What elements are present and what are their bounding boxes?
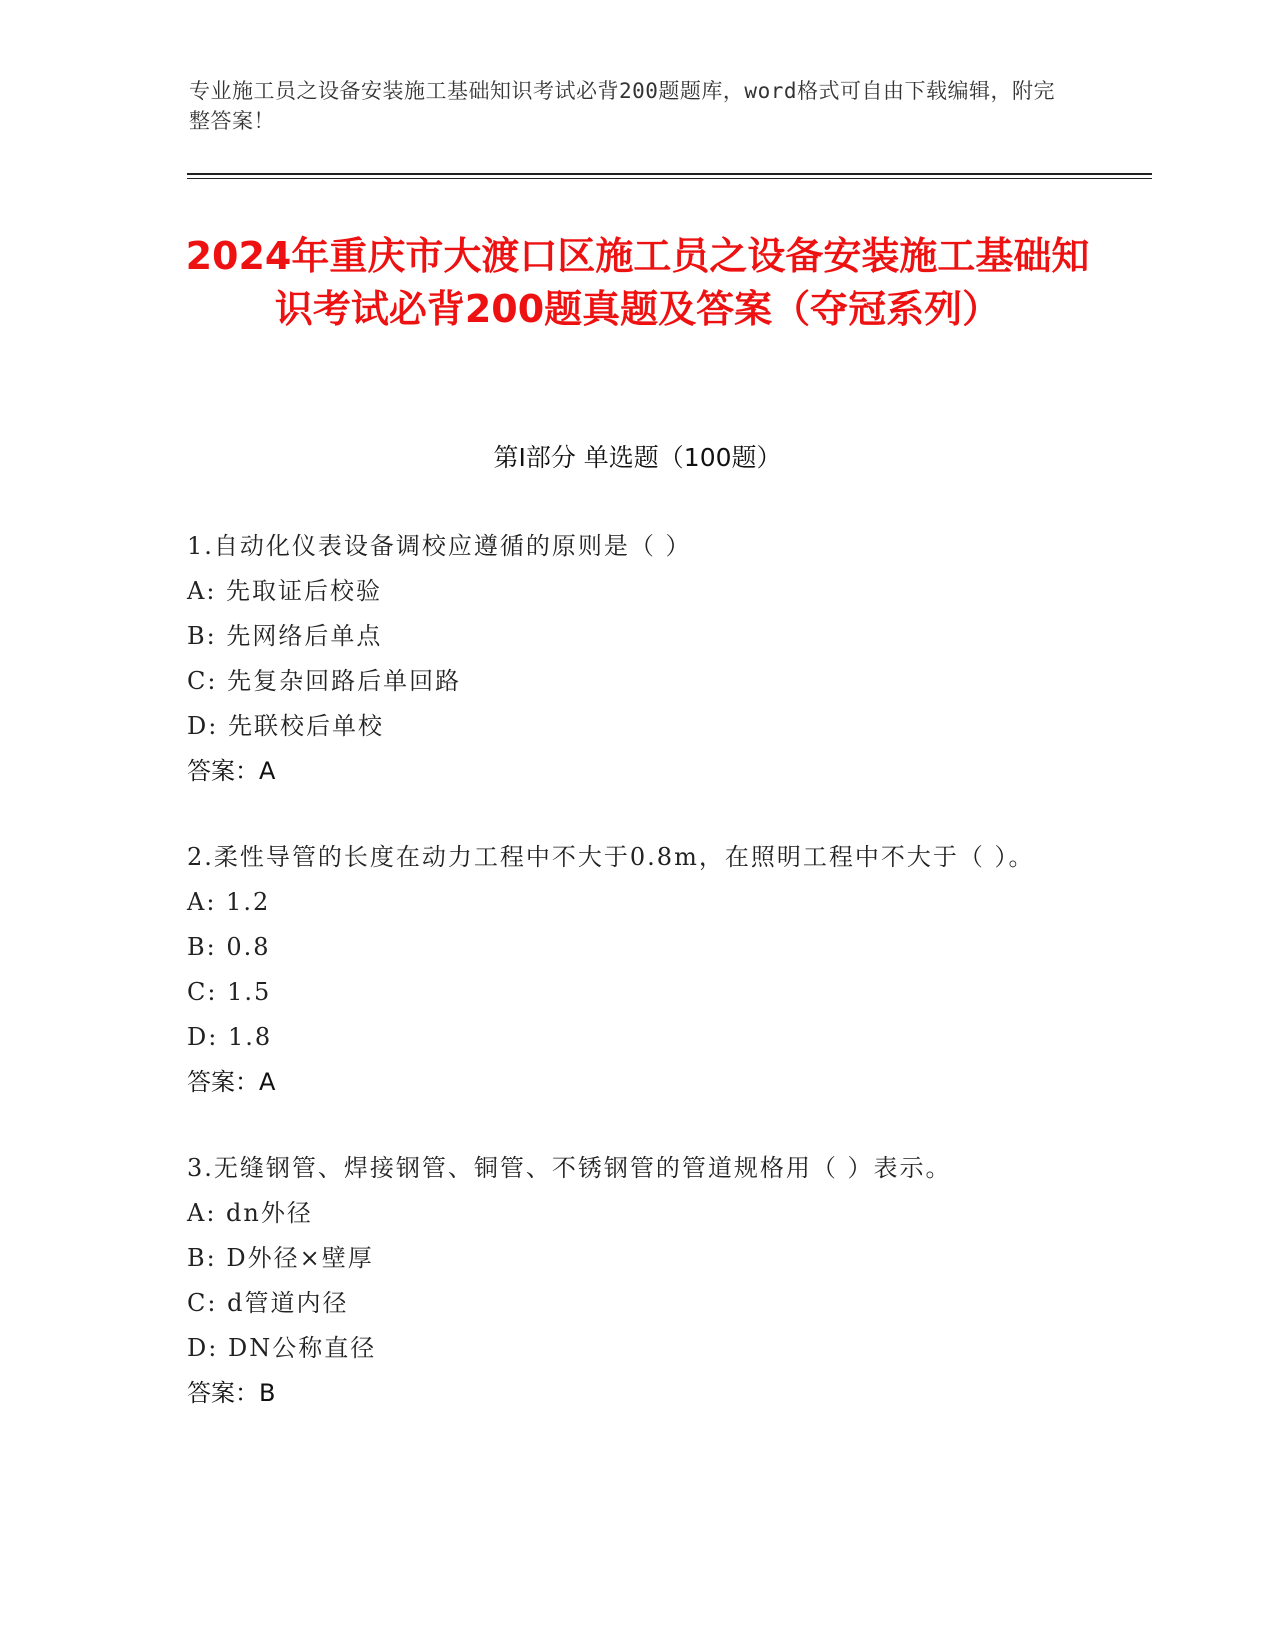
option-d: D: 1.8 — [187, 1023, 273, 1051]
option-c: C: 1.5 — [187, 978, 272, 1006]
question-stem: 2.柔性导管的长度在动力工程中不大于0.8m，在照明工程中不大于（ ）。 — [187, 843, 1035, 871]
option-d: D: 先联校后单校 — [187, 712, 384, 740]
section-heading: 第I部分 单选题（100题） — [493, 443, 782, 472]
option-a: A: 1.2 — [187, 888, 271, 916]
option-a: A: dn外径 — [187, 1199, 313, 1227]
question-2 — [187, 835, 1107, 1105]
header-note: 专业施工员之设备安装施工基础知识考试必背200题题库，word格式可自由下载编辑，附完整答案！ — [189, 79, 1055, 133]
option-b: B: 先网络后单点 — [187, 622, 383, 650]
header-divider-thin — [187, 178, 1152, 179]
document-title: 2024年重庆市大渡口区施工员之设备安装施工基础知识考试必背200题真题及答案（夺冠系列） — [185, 234, 1090, 331]
option-b: B: 0.8 — [187, 933, 271, 961]
option-a: A: 先取证后校验 — [187, 577, 383, 605]
option-b: B: D外径×壁厚 — [187, 1244, 374, 1272]
answer: 答案：A — [187, 757, 276, 785]
answer: 答案：B — [187, 1379, 276, 1407]
question-stem: 3.无缝钢管、焊接钢管、铜管、不锈钢管的管道规格用（ ）表示。 — [187, 1154, 952, 1182]
question-3 — [187, 1146, 1107, 1416]
question-1 — [187, 524, 1107, 794]
option-d: D: DN公称直径 — [187, 1334, 377, 1362]
answer: 答案：A — [187, 1068, 276, 1096]
option-c: C: 先复杂回路后单回路 — [187, 667, 462, 695]
question-stem: 1.自动化仪表设备调校应遵循的原则是（ ） — [187, 532, 692, 560]
option-c: C: d管道内径 — [187, 1289, 349, 1317]
header-divider-thick — [187, 173, 1152, 175]
question-list — [187, 524, 1107, 1457]
